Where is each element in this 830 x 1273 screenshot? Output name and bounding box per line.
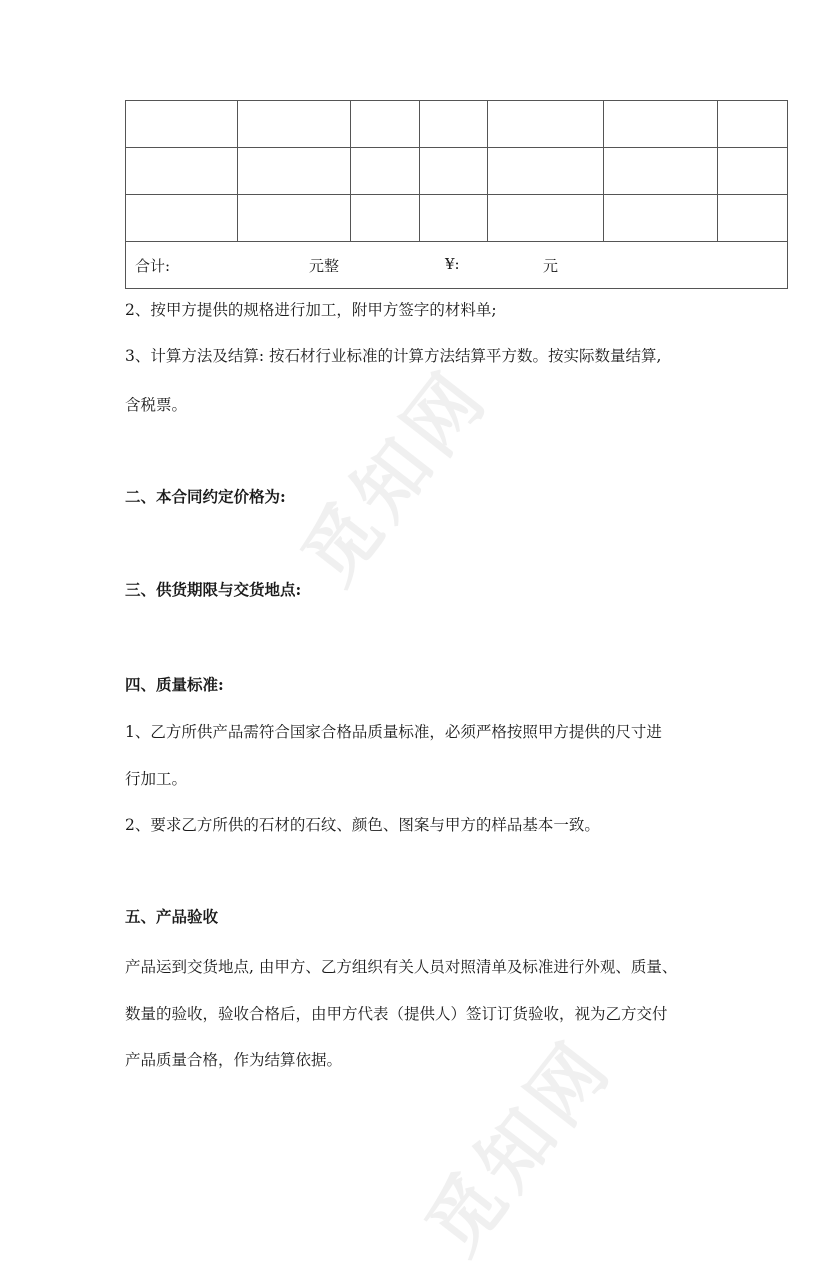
watermark-logo: 觅知网 — [286, 353, 506, 601]
table-cell — [420, 148, 488, 195]
table-cell — [604, 148, 718, 195]
table-cell — [351, 101, 420, 148]
table-cell — [718, 195, 788, 242]
acceptance-line-1: 产品运到交货地点, 由甲方、乙方组织有关人员对照清单及标准进行外观、质量、 — [125, 958, 678, 976]
table-cell — [488, 148, 604, 195]
table-cell — [604, 195, 718, 242]
table-cell — [718, 148, 788, 195]
table-cell — [238, 195, 351, 242]
table-cell — [718, 101, 788, 148]
table-cell — [488, 195, 604, 242]
acceptance-line-2: 数量的验收，验收合格后，由甲方代表（提供人）签订订货验收，视为乙方交付 — [125, 1005, 668, 1023]
section-4-heading: 四、质量标准: — [125, 675, 224, 694]
section-5-heading: 五、产品验收 — [125, 907, 219, 926]
amount-unit: 元整 — [309, 257, 340, 275]
yen-label: ¥: — [445, 255, 460, 273]
quality-2-line: 2、要求乙方所供的石材的石纹、颜色、图案与甲方的样品基本一致。 — [125, 816, 600, 834]
watermark-logo-bottom: 觅知网 — [410, 1023, 630, 1271]
total-row — [126, 242, 788, 289]
table-cell — [238, 101, 351, 148]
acceptance-line-3: 产品质量合格，作为结算依据。 — [125, 1051, 343, 1069]
clause-2-line: 2、按甲方提供的规格进行加工，附甲方签字的材料单; — [125, 301, 497, 319]
table-cell — [420, 101, 488, 148]
quality-1-line-2: 行加工。 — [125, 770, 188, 788]
total-label: 合计: — [135, 257, 171, 275]
table-cell — [420, 195, 488, 242]
table-row — [126, 195, 788, 242]
section-2-heading: 二、本合同约定价格为: — [125, 487, 286, 506]
table-cell — [126, 148, 238, 195]
table-row — [126, 101, 788, 148]
table-cell — [126, 101, 238, 148]
table-cell — [488, 101, 604, 148]
clause-3-line-1: 3、计算方法及结算: 按石材行业标准的计算方法结算平方数。按实际数量结算, — [125, 347, 662, 365]
table-cell — [604, 101, 718, 148]
yuan-unit: 元 — [543, 257, 559, 275]
table-cell — [351, 148, 420, 195]
quality-1-line-1: 1、乙方所供产品需符合国家合格品质量标准，必须严格按照甲方提供的尺寸进 — [125, 723, 662, 741]
section-3-heading: 三、供货期限与交货地点: — [125, 580, 302, 599]
clause-3-line-2: 含税票。 — [125, 396, 188, 414]
material-table — [125, 100, 788, 289]
table-cell — [238, 148, 351, 195]
table-cell — [126, 195, 238, 242]
table-row — [126, 148, 788, 195]
table-cell — [351, 195, 420, 242]
total-cell — [126, 242, 788, 289]
